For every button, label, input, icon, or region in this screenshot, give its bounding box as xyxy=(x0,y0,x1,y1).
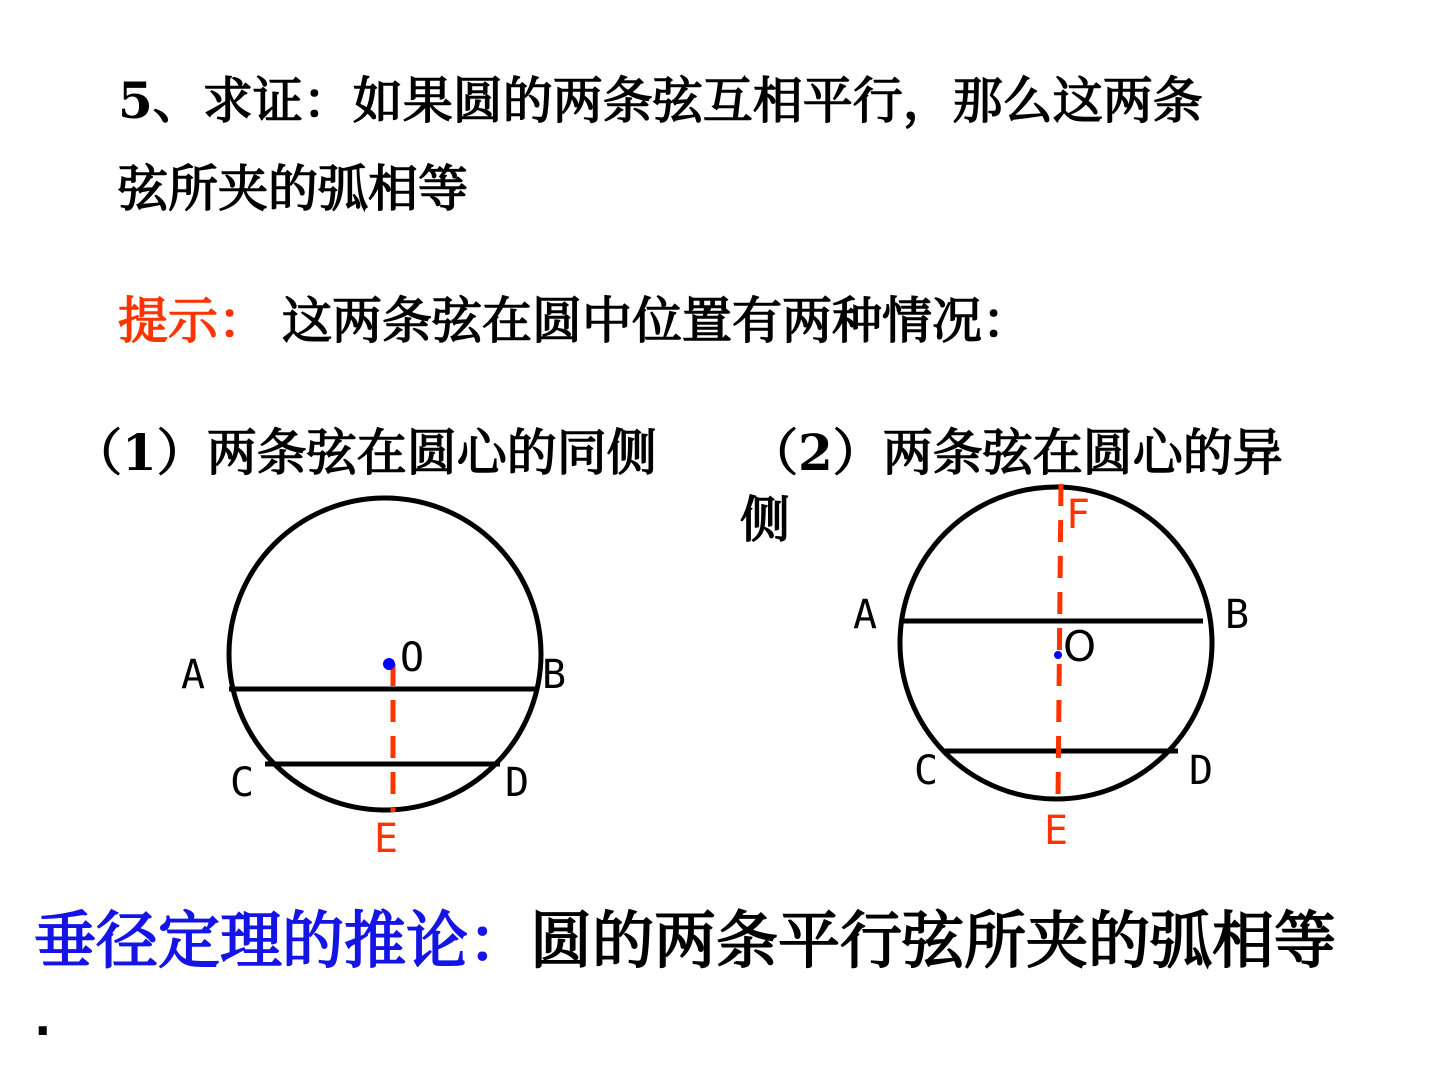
figure-2-label-a: A xyxy=(853,592,878,638)
problem-line-2: 弦所夹的弧相等 xyxy=(118,159,468,218)
problem-line-1: 5、求证：如果圆的两条弦互相平行，那么这两条 xyxy=(118,71,1203,130)
figure-2 xyxy=(853,484,1249,854)
figure-1-label-d: D xyxy=(505,760,530,806)
figure-2-dashed-fe xyxy=(1058,484,1061,800)
figure-1-label-b: B xyxy=(542,652,567,698)
conclusion xyxy=(34,904,1337,977)
conclusion-text: 圆的两条平行弦所夹的弧相等 xyxy=(530,904,1337,977)
hint-label: 提示： xyxy=(118,291,268,350)
figure-1 xyxy=(181,498,566,862)
figure-2-label-b: B xyxy=(1225,592,1250,638)
figure-2-label-c: C xyxy=(914,748,939,794)
conclusion-label: 垂径定理的推论： xyxy=(34,904,531,977)
figure-1-center-point xyxy=(383,658,395,670)
figure-2-label-e: E xyxy=(1044,808,1069,854)
figure-1-label-a: A xyxy=(181,652,206,698)
figure-1-label-c: C xyxy=(230,760,255,806)
case-1-caption: （1）两条弦在圆心的同侧 xyxy=(72,423,657,482)
figure-2-label-d: D xyxy=(1189,748,1214,794)
hint-text: 这两条弦在圆中位置有两种情况： xyxy=(282,291,1032,350)
figure-1-label-o: O xyxy=(400,635,425,681)
case-2-caption-line-2: 侧 xyxy=(740,490,790,549)
trailing-mark: . xyxy=(34,992,52,1046)
figure-2-label-f: F xyxy=(1066,492,1091,538)
figure-1-label-e: E xyxy=(374,816,399,862)
case-2-caption-line-1: （2）两条弦在圆心的异 xyxy=(748,423,1283,482)
figure-2-center-point xyxy=(1054,651,1062,659)
figure-2-label-o: O xyxy=(1063,622,1097,671)
